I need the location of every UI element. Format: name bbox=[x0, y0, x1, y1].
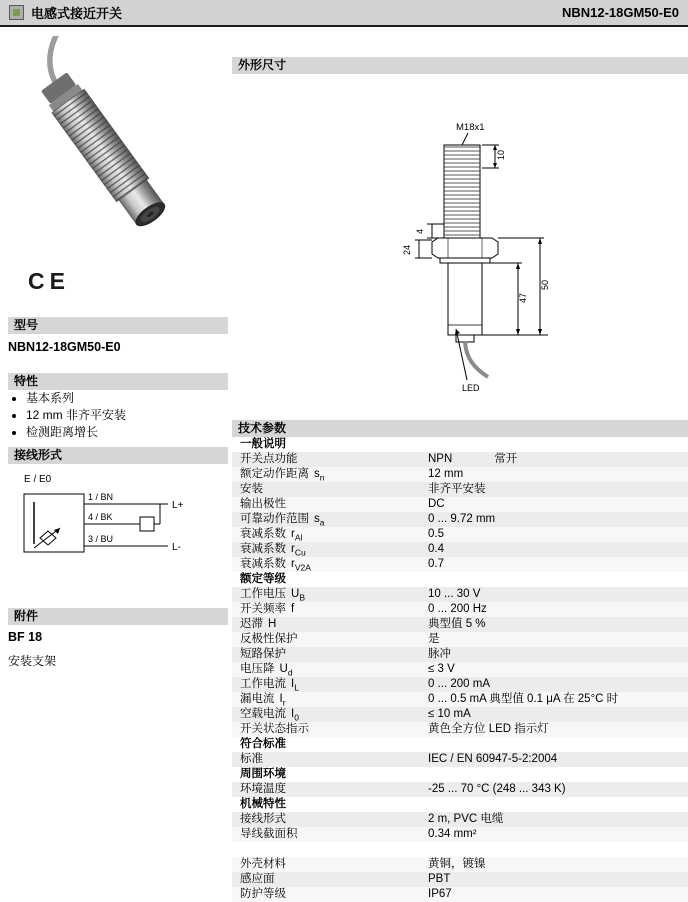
spec-value: 0 ... 9.72 mm bbox=[428, 513, 496, 525]
dim-label-50: 50 bbox=[540, 279, 550, 290]
spec-value: 是 bbox=[428, 633, 440, 645]
spec-row bbox=[232, 887, 688, 902]
spec-row bbox=[232, 542, 688, 557]
spec-value: 0.7 bbox=[428, 558, 444, 570]
spec-label: 开关点功能 bbox=[240, 453, 298, 465]
spec-row bbox=[232, 752, 688, 767]
accessory-description: 安装支架 bbox=[8, 654, 57, 668]
spec-table bbox=[232, 437, 688, 902]
dim-label-10: 10 bbox=[496, 149, 506, 160]
dim-label-4: 4 bbox=[415, 228, 425, 234]
spec-value: NPN 常开 bbox=[428, 453, 518, 465]
spec-value: IEC / EN 60947-5-2:2004 bbox=[428, 753, 558, 765]
spec-group-title: 一般说明 bbox=[232, 437, 688, 452]
tech-section-header: 技术参数 bbox=[232, 420, 688, 437]
wire3-label: 3 / BU bbox=[88, 534, 114, 544]
spec-value: 0.34 mm² bbox=[428, 828, 477, 840]
lplus-label: L+ bbox=[172, 500, 184, 511]
spec-label: 标准 bbox=[240, 753, 263, 765]
spec-row bbox=[232, 632, 688, 647]
product-photo bbox=[8, 36, 220, 270]
spec-value: 0 ... 200 mA bbox=[428, 678, 491, 690]
spec-row bbox=[232, 782, 688, 797]
model-number: NBN12-18GM50-E0 bbox=[8, 340, 121, 354]
accessories-section-header: 附件 bbox=[8, 608, 228, 625]
connection-section-header: 接线形式 bbox=[8, 447, 228, 464]
lminus-label: L- bbox=[172, 542, 181, 553]
dim-label-led: LED bbox=[462, 383, 480, 393]
spec-value: ≤ 3 V bbox=[428, 663, 455, 675]
dimension-drawing bbox=[372, 118, 602, 408]
spec-label: 输出极性 bbox=[240, 498, 286, 510]
brand-icon bbox=[9, 5, 24, 20]
spec-label: 漏电流 $I_r$ bbox=[240, 693, 286, 707]
accessory-name: BF 18 bbox=[8, 630, 43, 644]
spec-row bbox=[232, 512, 688, 527]
spec-row bbox=[232, 497, 688, 512]
doc-type-title: 电感式接近开关 bbox=[31, 6, 123, 21]
spec-value: 0 ... 200 Hz bbox=[428, 603, 487, 615]
spec-label: 衰减系数 $r_{Cu}$ bbox=[240, 543, 306, 557]
spec-value: 2 m, PVC 电缆 bbox=[428, 813, 504, 825]
spec-label: 工作电压 $U_B$ bbox=[240, 588, 305, 602]
dim-label-thread: M18x1 bbox=[456, 122, 485, 133]
page-header bbox=[0, 0, 688, 27]
ce-mark: CE bbox=[28, 268, 70, 294]
spec-label: 额定动作距离 $s_n$ bbox=[240, 468, 325, 482]
spec-value: 0 ... 0.5 mA 典型值 0.1 μA 在 25°C 时 bbox=[428, 693, 619, 705]
spec-label: 导线截面积 bbox=[240, 828, 298, 840]
spec-row bbox=[232, 707, 688, 722]
spec-row bbox=[232, 617, 688, 632]
spec-group-title: 机械特性 bbox=[232, 797, 688, 812]
spec-group-title: 额定等级 bbox=[232, 572, 688, 587]
spec-row bbox=[232, 602, 688, 617]
spec-label: 电压降 $U_d$ bbox=[240, 663, 293, 677]
spec-spacer-row bbox=[232, 842, 688, 857]
spec-value: 脉冲 bbox=[428, 648, 451, 660]
spec-value: DC bbox=[428, 498, 445, 510]
spec-label: 防护等级 bbox=[240, 888, 286, 900]
spec-value: 黄色全方位 LED 指示灯 bbox=[428, 723, 549, 735]
spec-row bbox=[232, 647, 688, 662]
dimensions-section-header: 外形尺寸 bbox=[232, 57, 688, 74]
spec-group-title: 符合标准 bbox=[232, 737, 688, 752]
load-symbol bbox=[140, 517, 154, 531]
spec-row bbox=[232, 662, 688, 677]
spec-label: 衰减系数 $r_{V2A}$ bbox=[240, 558, 311, 572]
model-section-header: 型号 bbox=[8, 317, 228, 334]
spec-row bbox=[232, 827, 688, 842]
spec-label: 衰减系数 $r_{Al}$ bbox=[240, 528, 303, 542]
spec-value: 非齐平安装 bbox=[428, 483, 486, 495]
spec-value: PBT bbox=[428, 873, 451, 885]
spec-label: 接线形式 bbox=[240, 813, 286, 825]
spec-label: 开关频率 f bbox=[240, 603, 295, 615]
feature-item: • 基本系列 bbox=[26, 390, 126, 407]
wire1-label: 1 / BN bbox=[88, 492, 114, 502]
spec-row bbox=[232, 872, 688, 887]
features-list bbox=[8, 390, 126, 441]
spec-label: 开关状态指示 bbox=[240, 723, 309, 735]
spec-label: 迟滞 H bbox=[240, 618, 277, 630]
spec-value: 典型值 5 % bbox=[428, 618, 486, 630]
feature-item: • 12 mm 非齐平安装 bbox=[26, 407, 126, 424]
spec-row bbox=[232, 857, 688, 872]
header-model-number: NBN12-18GM50-E0 bbox=[561, 5, 679, 20]
spec-row bbox=[232, 527, 688, 542]
spec-value: IP67 bbox=[428, 888, 452, 900]
spec-row bbox=[232, 692, 688, 707]
spec-value: 12 mm bbox=[428, 468, 464, 480]
wire2-label: 4 / BK bbox=[88, 512, 113, 522]
wiring-diagram bbox=[10, 468, 210, 586]
spec-row bbox=[232, 467, 688, 482]
sensor-photo-illustration bbox=[8, 36, 220, 270]
spec-group-title: 周围环境 bbox=[232, 767, 688, 782]
dim-label-47: 47 bbox=[518, 292, 528, 303]
spec-row bbox=[232, 587, 688, 602]
spec-label: 空载电流 $I_0$ bbox=[240, 708, 299, 722]
spec-label: 环境温度 bbox=[240, 783, 286, 795]
spec-row bbox=[232, 557, 688, 572]
feature-item: • 检测距离增长 bbox=[26, 424, 126, 441]
spec-value: 黄铜，镀镍 bbox=[428, 858, 486, 870]
spec-value: 0.5 bbox=[428, 528, 444, 540]
wiring-variant-label: E / E0 bbox=[24, 474, 52, 485]
spec-value: ≤ 10 mA bbox=[428, 708, 471, 720]
spec-row bbox=[232, 452, 688, 467]
features-section-header: 特性 bbox=[8, 373, 228, 390]
spec-value: 0.4 bbox=[428, 543, 444, 555]
spec-value: -25 ... 70 °C (248 ... 343 K) bbox=[428, 783, 566, 795]
spec-label: 工作电流 $I_L$ bbox=[240, 678, 299, 692]
spec-label: 感应面 bbox=[240, 873, 275, 885]
spec-label: 外壳材料 bbox=[240, 858, 286, 870]
dim-label-24: 24 bbox=[402, 244, 412, 255]
spec-row bbox=[232, 677, 688, 692]
spec-row bbox=[232, 482, 688, 497]
spec-label: 安装 bbox=[240, 483, 263, 495]
spec-row bbox=[232, 722, 688, 737]
spec-label: 反极性保护 bbox=[240, 633, 298, 645]
spec-row bbox=[232, 812, 688, 827]
spec-label: 可靠动作范围 $s_a$ bbox=[240, 513, 325, 527]
spec-label: 短路保护 bbox=[240, 648, 286, 660]
spec-value: 10 ... 30 V bbox=[428, 588, 481, 600]
